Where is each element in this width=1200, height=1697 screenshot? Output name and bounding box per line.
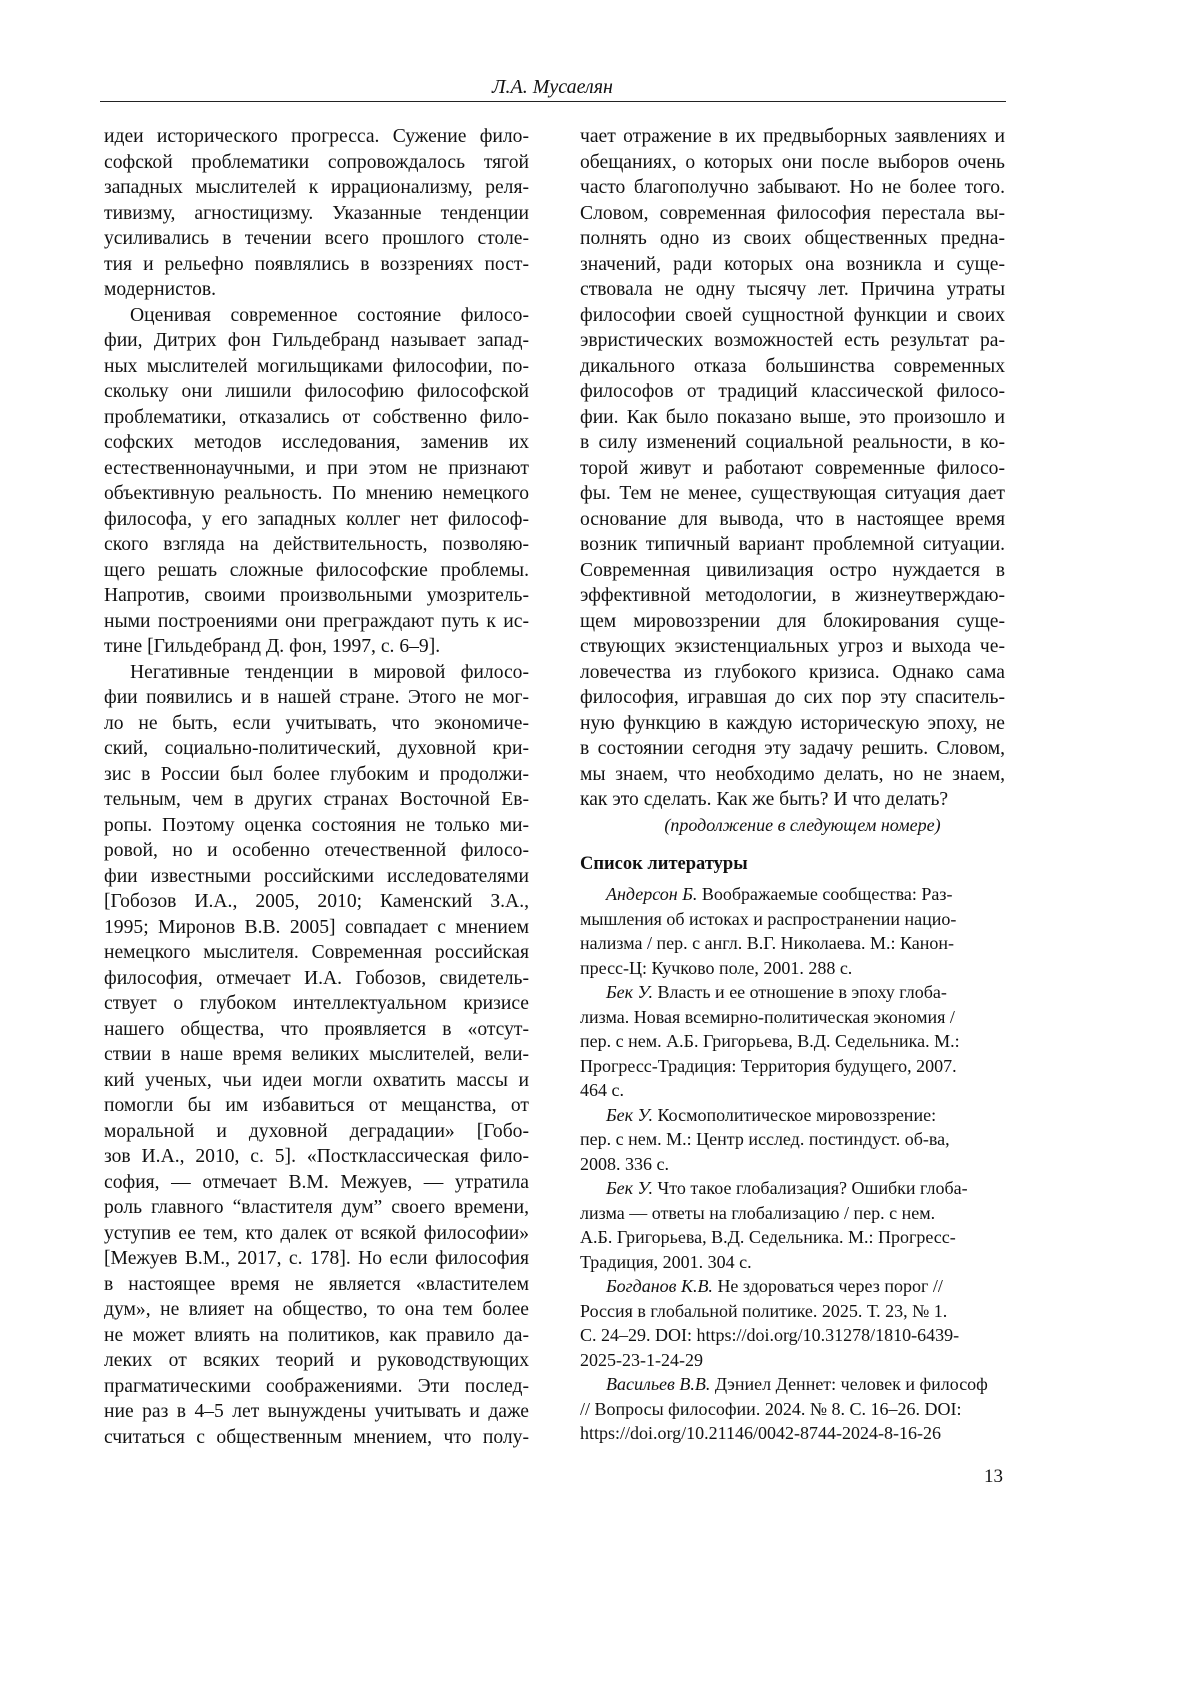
reference-entry [580,1103,1005,1177]
reference-line: лизма — ответы на глобализацию / пер. с нем. [580,1201,1005,1226]
reference-entry [580,1372,1005,1446]
reference-line [580,1372,1005,1397]
text-line: объективную реальность. По мнению немецкого [104,481,529,507]
text-line: Современная цивилизация остро нуждается в [580,558,1005,584]
reference-entry [580,882,1005,980]
text-line: философов от традиций классической филосо- [580,379,1005,405]
reference-line: мышления об истоках и распространении нацио- [580,907,1005,932]
reference-author: Бек У. [606,1178,653,1198]
reference-line: // Вопросы философии. 2024. № 8. С. 16–26. DOI: [580,1397,1005,1422]
reference-line: А.Б. Григорьева, В.Д. Седельника. М.: Прогресс- [580,1225,1005,1250]
text-line: фии появились и в нашей стране. Этого не мог- [104,685,529,711]
text-line: торой живут и работают современные филосо- [580,456,1005,482]
text-line: ского взгляда на действительность, позволяю- [104,532,529,558]
references-heading: Список литературы [580,852,1005,882]
reference-line [580,1176,1005,1201]
text-line: возник типичный вариант проблемной ситуации. [580,532,1005,558]
text-line: философия, отмечает И.А. Гобозов, свидетель- [104,966,529,992]
text-line: не может влиять на политиков, как правило да- [104,1323,529,1349]
reference-line: Традиция, 2001. 304 с. [580,1250,1005,1275]
text-line: зов И.А., 2010, с. 5]. «Постклассическая фило- [104,1144,529,1170]
text-line: [Межуев В.М., 2017, с. 178]. Но если философия [104,1246,529,1272]
text-line: как это сделать. Как же быть? И что делать? [580,787,1005,813]
text-line: эвристических возможностей есть результат ра- [580,328,1005,354]
text-line: в настоящее время не является «властителем [104,1272,529,1298]
text-line: ствует о глубоком интеллектуальном кризисе [104,991,529,1017]
text-line: ло не быть, если учитывать, что экономиче- [104,711,529,737]
reference-line: нализма / пер. с англ. В.Г. Николаева. М.: Канон- [580,931,1005,956]
text-line: дум», не влияет на общество, то она тем более [104,1297,529,1323]
text-line: тельным, чем в других странах Восточной Ев- [104,787,529,813]
reference-author: Бек У. [606,1105,653,1125]
text-line: скольку они лишили философию философской [104,379,529,405]
reference-author: Андерсон Б. [606,884,697,904]
reference-line [580,1103,1005,1128]
paragraph [104,303,529,660]
paragraph [104,124,529,303]
text-line: ловечества из глубокого кризиса. Однако сама [580,660,1005,686]
text-line: ский, социально-политический, духовной кри- [104,736,529,762]
text-line: [Гобозов И.А., 2005, 2010; Каменский З.А., [104,889,529,915]
paragraph [104,660,529,1451]
text-line: софской проблематики сопровождалось тягой [104,150,529,176]
reference-text: Дэниел Деннет: человек и философ [710,1374,988,1394]
text-line: значений, ради которых она возникла и суще- [580,252,1005,278]
right-column [580,124,1005,1446]
page-number: 13 [984,1466,1003,1488]
text-line: философа, у его западных коллег нет философ- [104,507,529,533]
text-line: помогли бы им избавиться от мещанства, от [104,1093,529,1119]
reference-text: Что такое глобализация? Ошибки глоба- [653,1178,968,1198]
reference-text: Космополитическое мировоззрение: [653,1105,936,1125]
text-line: дикального отказа большинства современных [580,354,1005,380]
text-line: Напротив, своими произвольными умозритель- [104,583,529,609]
text-line: моральной и духовной деградации» [Гобо- [104,1119,529,1145]
text-line: ние раз в 4–5 лет вынуждены учитывать и даже [104,1399,529,1425]
reference-text: Власть и ее отношение в эпоху глоба- [653,982,947,1002]
text-line: роль главного “властителя дум” своего времени, [104,1195,529,1221]
reference-author: Богданов К.В. [606,1276,713,1296]
reference-line: 2008. 336 с. [580,1152,1005,1177]
reference-line: пер. с нем. А.Б. Григорьева, В.Д. Седельника. М.: [580,1029,1005,1054]
reference-line [580,1274,1005,1299]
reference-line [580,882,1005,907]
text-line: кий ученых, чьи идеи могли охватить массы и [104,1068,529,1094]
reference-line: пер. с нем. М.: Центр исслед. постиндуст. об-ва, [580,1127,1005,1152]
text-line: фы. Тем не менее, существующая ситуация дает [580,481,1005,507]
text-line: ствующих экзистенциальных угроз и выхода че- [580,634,1005,660]
reference-line: лизма. Новая всемирно-политическая экономия / [580,1005,1005,1030]
reference-entry [580,980,1005,1103]
reference-line [580,980,1005,1005]
text-line: софских методов исследования, заменив их [104,430,529,456]
header-rule [100,101,1006,102]
text-line: зис в России был более глубоким и продолжи- [104,762,529,788]
reference-text: Не здороваться через порог // [713,1276,943,1296]
reference-author: Бек У. [606,982,653,1002]
text-line: модернистов. [104,277,529,303]
text-line: немецкого мыслителя. Современная российская [104,940,529,966]
reference-entry [580,1274,1005,1372]
reference-line: Россия в глобальной политике. 2025. Т. 23, № 1. [580,1299,1005,1324]
text-line: проблематики, отказались от собственно фило- [104,405,529,431]
continuation-note: (продолжение в следующем номере) [580,813,1005,839]
running-header-author: Л.А. Мусаелян [100,76,1005,99]
reference-text: Воображаемые сообщества: Раз- [697,884,952,904]
text-line: ную функцию в каждую историческую эпоху, не [580,711,1005,737]
reference-author: Васильев В.В. [606,1374,710,1394]
reference-line: С. 24–29. DOI: https://doi.org/10.31278/1810-6439- [580,1323,1005,1348]
text-line: ствовала не одну тысячу лет. Причина утраты [580,277,1005,303]
text-line: в силу изменений социальной реальности, в ко- [580,430,1005,456]
text-line: фии. Как было показано выше, это произошло и [580,405,1005,431]
text-line: ропы. Поэтому оценка состояния не только ми- [104,813,529,839]
text-line: ровой, но и особенно отечественной филосо- [104,838,529,864]
text-line: уступив ее тем, кто далек от всякой философии» [104,1221,529,1247]
text-line: фии, Дитрих фон Гильдебранд называет запад- [104,328,529,354]
reference-line: 464 с. [580,1078,1005,1103]
text-line: Словом, современная философия перестала вы- [580,201,1005,227]
text-line: ных мыслителей могильщиками философии, по- [104,354,529,380]
reference-line: Прогресс-Традиция: Территория будущего, 2007. [580,1054,1005,1079]
text-line: фии известными российскими исследователями [104,864,529,890]
text-line: усиливались в течении всего прошлого столе- [104,226,529,252]
text-line: чает отражение в их предвыборных заявлениях и [580,124,1005,150]
text-line: Оценивая современное состояние филосо- [104,303,529,329]
references-list [580,882,1005,1446]
reference-line: https://doi.org/10.21146/0042-8744-2024-8-16-26 [580,1421,1005,1446]
text-line: леких от всяких теорий и руководствующих [104,1348,529,1374]
reference-entry [580,1176,1005,1274]
paragraph [580,124,1005,813]
text-line: западных мыслителей к иррационализму, реля- [104,175,529,201]
text-line: тия и рельефно появлялись в воззрениях пост- [104,252,529,278]
text-line: прагматическими соображениями. Эти послед- [104,1374,529,1400]
left-column [104,124,529,1450]
text-line: щем мировоззрении для блокирования суще- [580,609,1005,635]
text-line: в состоянии сегодня эту задачу решить. Словом, [580,736,1005,762]
text-line: философия, игравшая до сих пор эту спаситель- [580,685,1005,711]
text-line: щего решать сложные философские проблемы. [104,558,529,584]
text-line: основание для вывода, что в настоящее время [580,507,1005,533]
text-line: считаться с общественным мнением, что полу- [104,1425,529,1451]
text-line: нашего общества, что проявляется в «отсут- [104,1017,529,1043]
text-line: обещаниях, о которых они после выборов очень [580,150,1005,176]
reference-line: 2025-23-1-24-29 [580,1348,1005,1373]
text-line: тивизму, агностицизму. Указанные тенденции [104,201,529,227]
text-line: полнять одно из своих общественных предна- [580,226,1005,252]
text-line: ствии в наше время великих мыслителей, вели- [104,1042,529,1068]
text-line: философии своей сущностной функции и своих [580,303,1005,329]
right-column-body [580,124,1005,813]
text-line: мы знаем, что необходимо делать, но не знаем, [580,762,1005,788]
text-line: ными построениями они преграждают путь к ис- [104,609,529,635]
text-line: Негативные тенденции в мировой филосо- [104,660,529,686]
text-line: тине [Гильдебранд Д. фон, 1997, с. 6–9]. [104,634,529,660]
text-line: эффективной методологии, в жизнеутверждаю- [580,583,1005,609]
text-line: часто благополучно забывают. Но не более того. [580,175,1005,201]
text-line: 1995; Миронов В.В. 2005] совпадает с мнением [104,915,529,941]
text-line: естественнонаучными, и при этом не признают [104,456,529,482]
text-line: софия, — отмечает В.М. Межуев, — утратила [104,1170,529,1196]
reference-line: пресс-Ц: Кучково поле, 2001. 288 с. [580,956,1005,981]
text-line: идеи исторического прогресса. Сужение фило- [104,124,529,150]
